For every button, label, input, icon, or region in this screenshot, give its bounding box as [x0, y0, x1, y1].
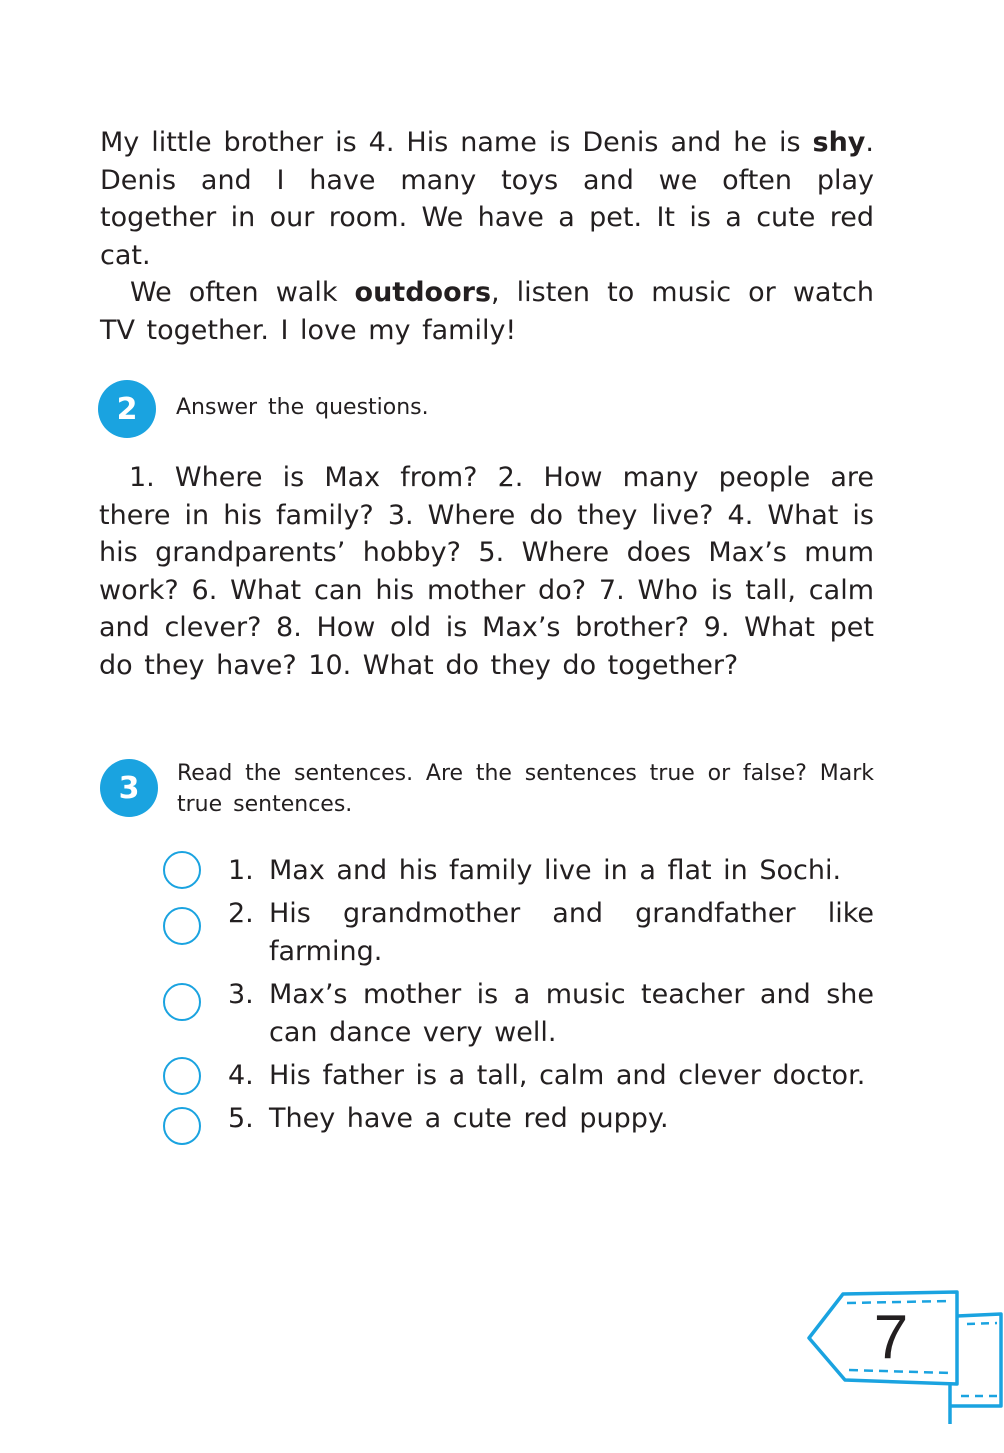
list-item: 2. His grandmother and grandfather like farming. — [228, 898, 874, 967]
list-item: 5. They have a cute red puppy. — [228, 1103, 669, 1134]
list-item: 3. Max’s mother is a music teacher and she can dance very well. — [228, 979, 874, 1048]
vocab-word-outdoors: outdoors — [354, 277, 492, 308]
reading-text: We often walk — [130, 277, 355, 308]
list-item: 4. His father is a tall, calm and clever doctor. — [228, 1060, 866, 1091]
list-item: 1. Max and his family live in a flat in Sochi. — [228, 855, 842, 886]
exercise-3-number-badge: 3 — [100, 759, 158, 817]
page-number: 7 — [873, 1303, 909, 1372]
answer-checkbox[interactable] — [163, 907, 201, 945]
exercise-2-number-badge: 2 — [98, 380, 156, 438]
answer-checkbox[interactable] — [163, 1107, 201, 1145]
answer-checkbox[interactable] — [163, 1057, 201, 1095]
exercise-2-questions: 1. Where is Max from? 2. How many people are there in his family? 3. Where do they live? 4. What is his grandparents’ hobby? 5. Where does Max’s mum work? 6. What can his mother do? 7. Who is tall, calm and clever? 8. How old is Max’s brother? 9. What pet do they have? 10. What do they do together? — [99, 462, 874, 681]
answer-checkbox[interactable] — [163, 983, 201, 1021]
reading-text: , listen to music or watch TV together. I love my family! — [100, 277, 874, 346]
reading-paragraph-2 — [100, 274, 874, 349]
reading-text: My little brother is 4. His name is Denis and he is — [100, 127, 813, 158]
vocab-word-shy: shy — [812, 127, 866, 158]
reading-text: . Denis and I have many toys and we often play together in our room. We have a pet. It is a cute red cat. — [100, 127, 874, 271]
exercise-3-instruction: Read the sentences. Are the sentences true or false? Mark true sentences. — [177, 761, 874, 817]
exercise-2-instruction: Answer the questions. — [176, 395, 429, 420]
reading-paragraph-1 — [100, 124, 874, 274]
answer-checkbox[interactable] — [163, 851, 201, 889]
